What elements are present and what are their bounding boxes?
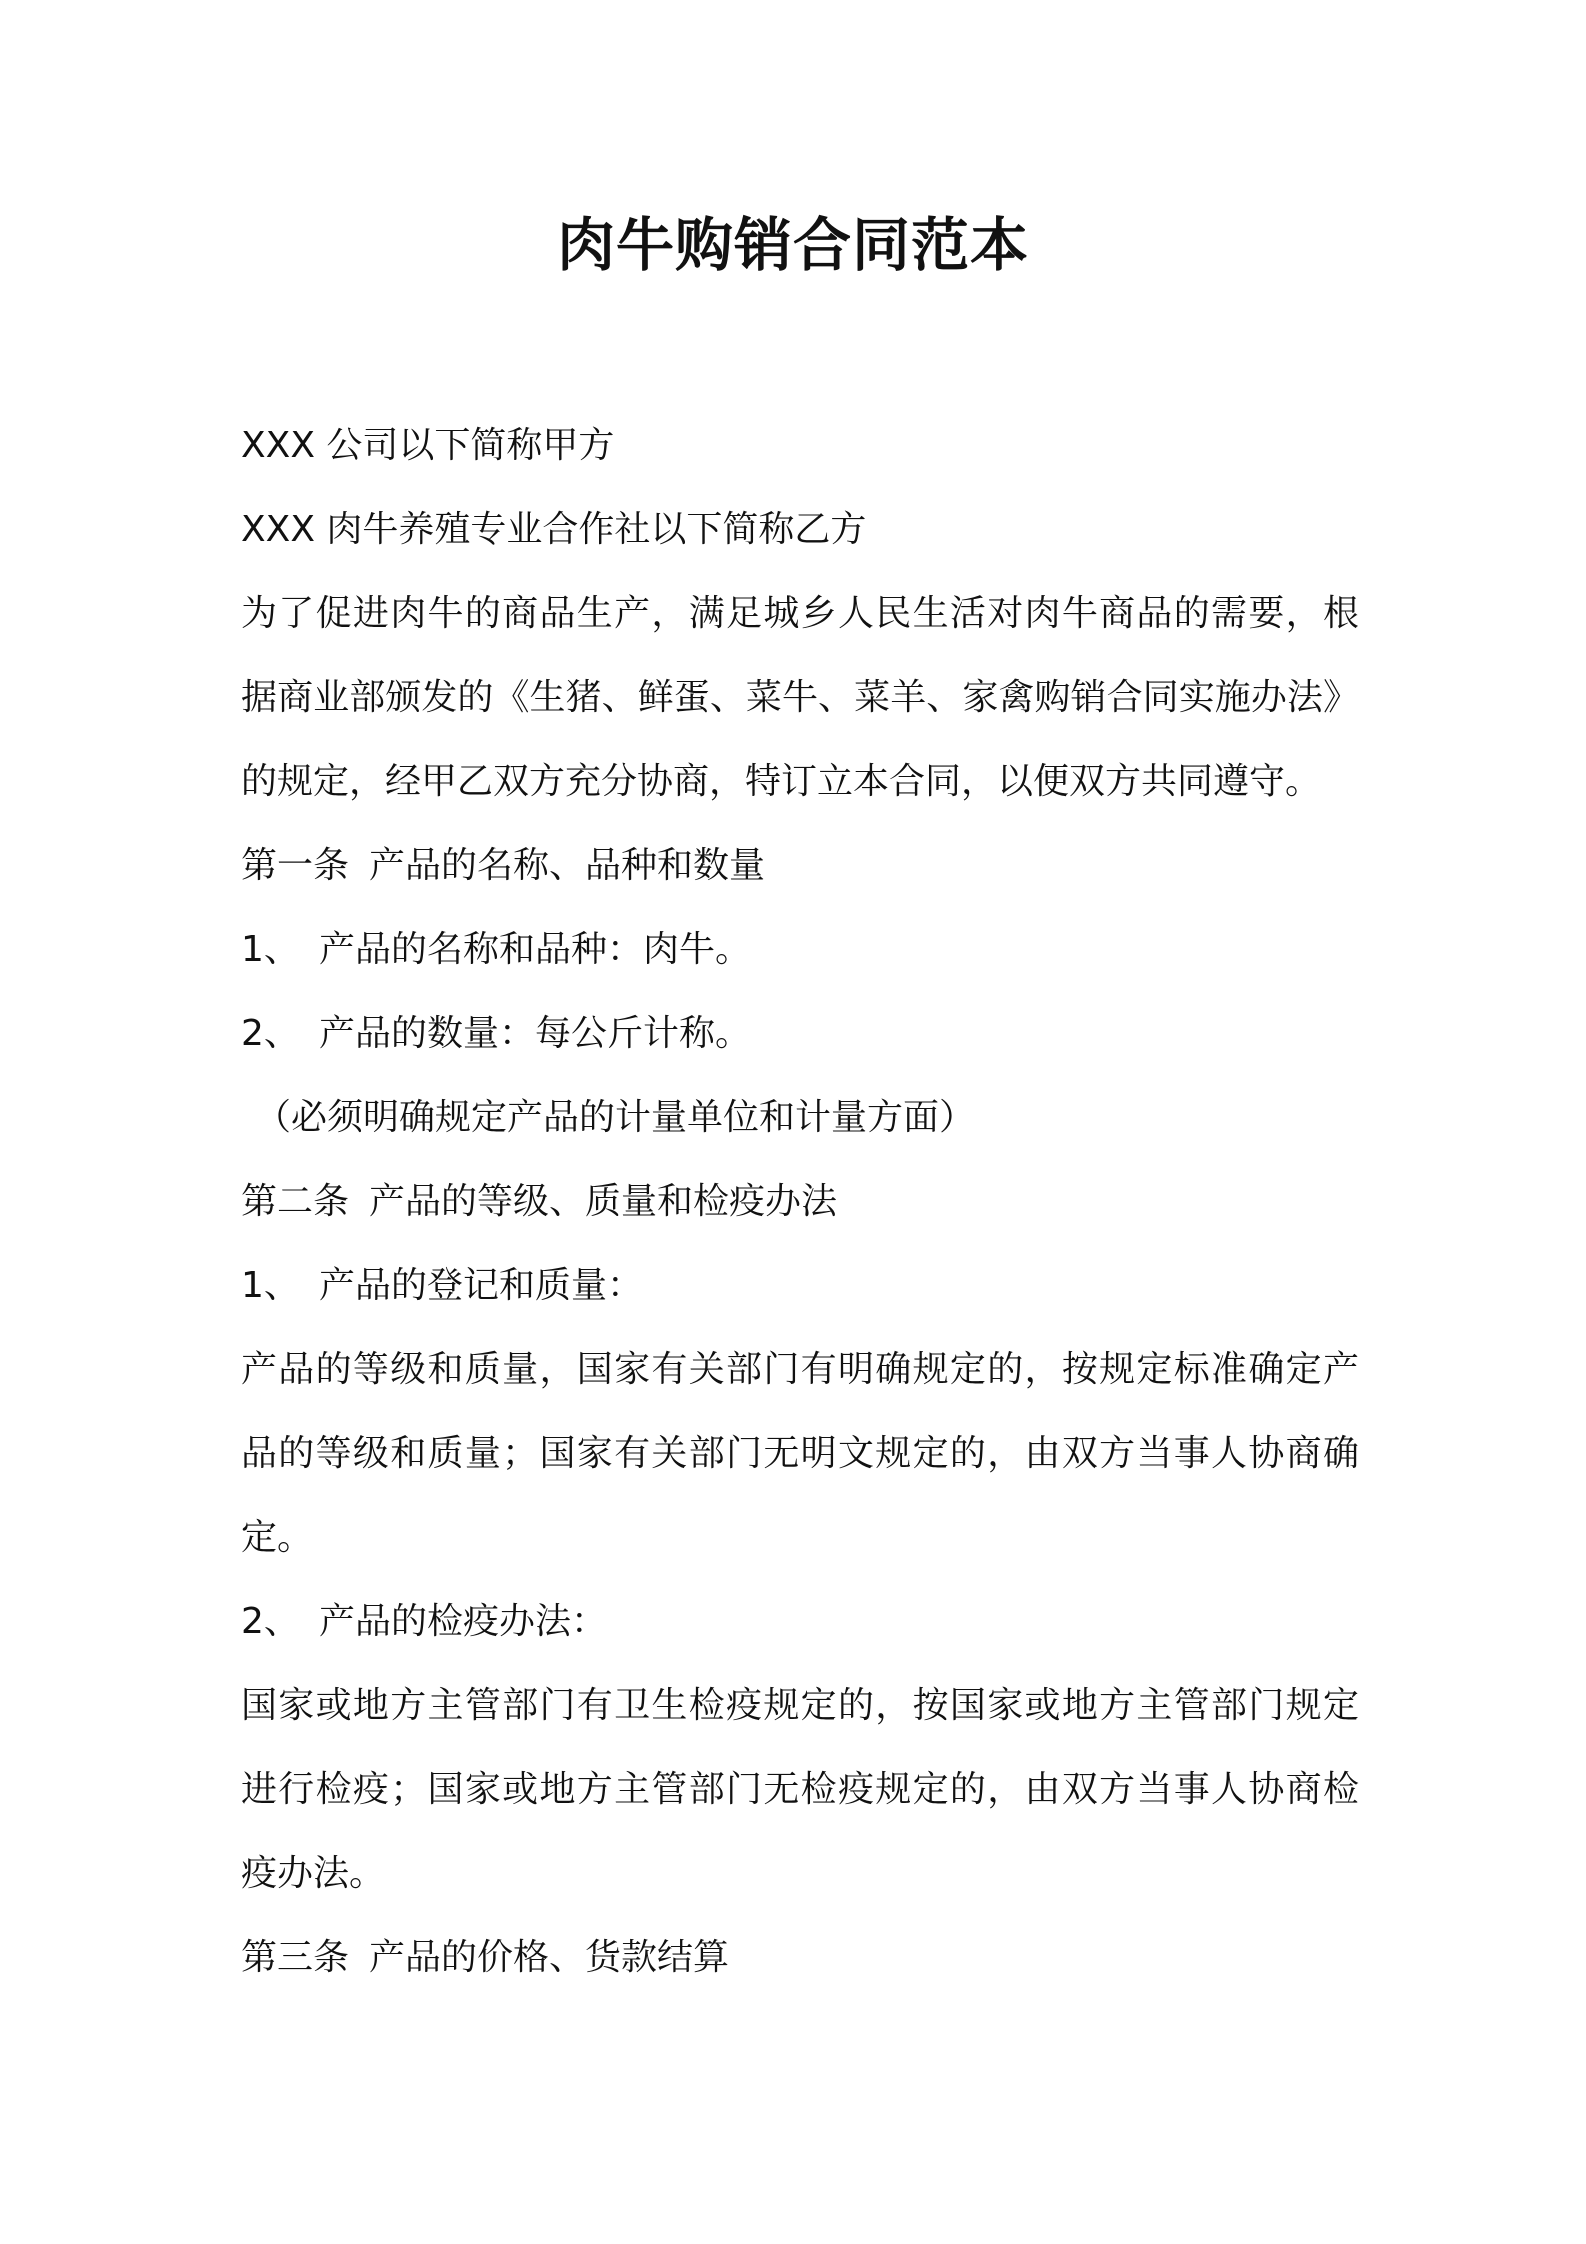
section-title: 产品的等级、质量和检疫办法 [369,1181,838,1222]
paragraph-line: 品的等级和质量；国家有关部门无明文规定的，由双方当事人协商确 [241,1433,1359,1474]
section-heading-3 [241,1916,1359,2000]
note-line: （必须明确规定产品的计量单位和计量方面） [255,1097,976,1138]
item-text: 产品的数量：每公斤计称。 [319,1013,752,1054]
section-title: 产品的名称、品种和数量 [369,845,766,886]
section-heading-2 [241,1160,1359,1244]
paragraph-line: 产品的等级和质量，国家有关部门有明确规定的，按规定标准确定产 [241,1349,1359,1390]
document-title: 肉牛购销合同范本 [556,211,1029,279]
section-number: 第一条 [241,845,350,886]
list-item [241,1580,1359,1664]
item-text: 产品的名称和品种：肉牛。 [319,929,752,970]
paragraph-line: 国家或地方主管部门有卫生检疫规定的，按国家或地方主管部门规定 [241,1685,1359,1726]
item-number: 2、 [241,1013,300,1054]
paragraph-line: 进行检疫；国家或地方主管部门无检疫规定的，由双方当事人协商检 [241,1769,1359,1810]
item-text: 产品的检疫办法： [319,1601,608,1642]
paragraph-line: 定。 [241,1517,314,1558]
party-b-line: XXX 肉牛养殖专业合作社以下简称乙方 [241,509,867,550]
list-item [241,1244,1359,1328]
preamble-line: 的规定，经甲乙双方充分协商，特订立本合同，以便双方共同遵守。 [241,761,1322,802]
paragraph-line: 疫办法。 [241,1853,386,1894]
section-title: 产品的价格、货款结算 [369,1937,730,1978]
section-number: 第二条 [241,1181,350,1222]
section-heading-1 [241,824,1359,908]
item-number: 1、 [241,1265,300,1306]
section-number: 第三条 [241,1937,350,1978]
list-item [241,908,1359,992]
preamble-line: 据商业部颁发的《生猪、鲜蛋、菜牛、菜羊、家禽购销合同实施办法》 [241,677,1359,718]
list-item [241,992,1359,1076]
item-number: 2、 [241,1601,300,1642]
document-body [241,404,1359,2000]
item-number: 1、 [241,929,300,970]
preamble-line: 为了促进肉牛的商品生产，满足城乡人民生活对肉牛商品的需要，根 [241,593,1359,634]
item-text: 产品的登记和质量： [319,1265,644,1306]
party-a-line: XXX 公司以下简称甲方 [241,425,615,466]
